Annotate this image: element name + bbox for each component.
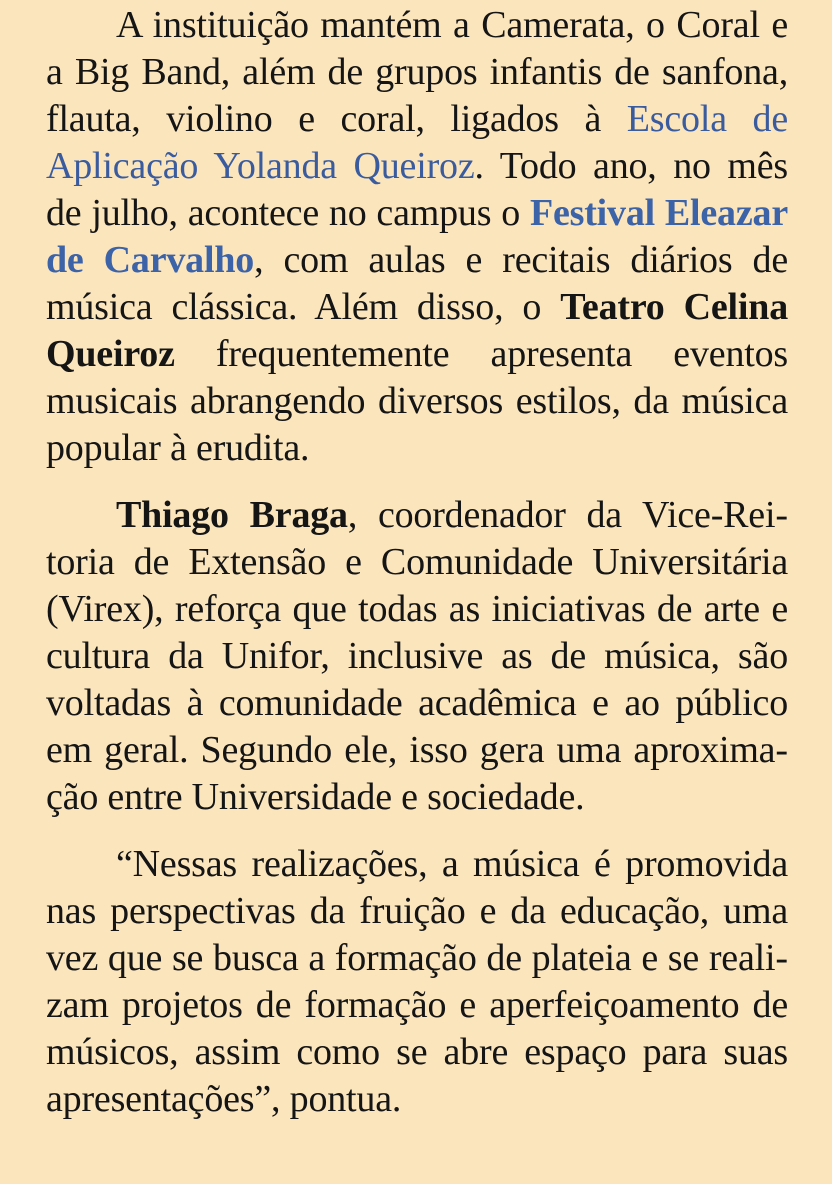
- text-run: . Todo ano, no mês de julho, acontece no campus o: [46, 145, 788, 234]
- link-festival-eleazar-de-carvalho[interactable]: Festival Eleazar de Carvalho: [46, 192, 788, 281]
- link-escola-de-aplicacao-yolanda-queiroz[interactable]: Escola de Aplicação Yolanda Queiroz: [46, 98, 788, 187]
- text-run: frequentemente apresenta eventos musicais abrangendo diversos estilos, da música popular à erudita.: [46, 333, 788, 469]
- text-run: , coordenador da Vice-Reitoria de Extensão e Comunidade Universitária (Virex), reforça que todas as iniciativas de arte e cultura da Unifor, inclusive as de música, são voltadas à comunidade acadêmica e ao público em geral. Segundo ele, isso gera uma aproximação entre Universidade e sociedade.: [46, 494, 788, 818]
- text-run-teatro-celina-queiroz: Teatro Celina Queiroz: [46, 286, 789, 375]
- paragraph: [46, 841, 788, 1123]
- text-run: “Nessas realizações, a música é promovida nas perspectivas da fruição e da educação, uma vez que se busca a formação de plateia e se realizam projetos de formação e aperfeiçoamento de músicos, assim como se abre espaço para suas apresentações”, pontua.: [46, 843, 788, 1120]
- text-run: A instituição mantém a Camerata, o Coral e a Big Band, além de grupos infantis de sanfona, flauta, violino e coral, ligados à: [46, 4, 788, 140]
- text-run: , com aulas e recitais diários de música clássica. Além disso, o: [46, 239, 788, 328]
- paragraph: [46, 492, 788, 821]
- paragraph: [46, 2, 788, 472]
- text-run-thiago-braga: Thiago Braga: [116, 494, 348, 536]
